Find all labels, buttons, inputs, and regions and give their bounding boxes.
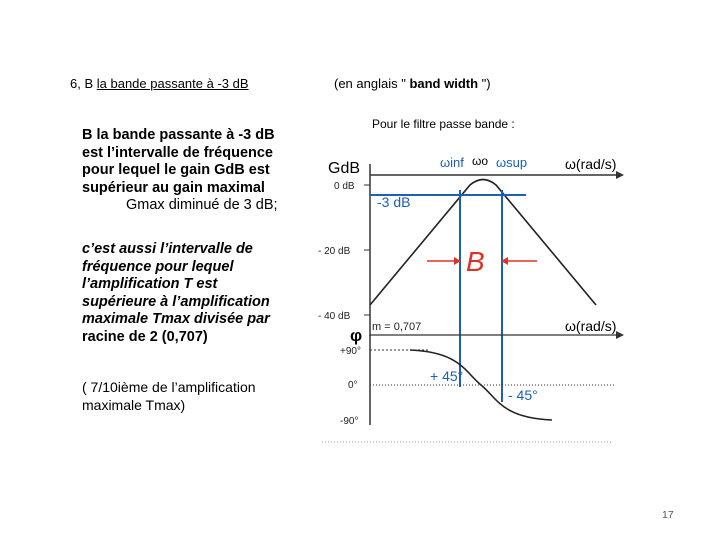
w-inf-label: ωinf — [440, 155, 464, 170]
w-0-label: ωo — [472, 154, 489, 168]
phase-tick-label: 0° — [348, 380, 358, 391]
alternative-paragraph — [82, 241, 312, 346]
alternative-line: c’est aussi l’intervalle de — [82, 241, 253, 257]
english-term: band width — [409, 76, 479, 91]
phase-minus45-label: - 45° — [508, 387, 538, 403]
gain-axis-label: GdB — [328, 160, 361, 177]
minus3db-label: -3 dB — [377, 194, 411, 210]
bode-diagram — [300, 140, 640, 450]
filter-label: Pour le filtre passe bande : — [372, 117, 515, 131]
alternative-line: l’amplification T est — [82, 276, 218, 292]
definition-indent-line: Gmax diminué de 3 dB; — [126, 197, 278, 213]
section-heading — [70, 76, 249, 91]
omega-axis-label: ω(rad/s) — [565, 156, 617, 172]
note-line: maximale Tmax) — [82, 397, 186, 413]
phase-curve — [410, 350, 552, 420]
english-translation-note — [334, 76, 491, 91]
definition-line: supérieur au gain maximal — [82, 179, 265, 196]
gain-axis-arrow-icon — [616, 171, 624, 179]
alternative-line: fréquence pour lequel — [82, 258, 234, 275]
w-sup-label: ωsup — [496, 155, 528, 170]
note-line: ( 7/10ième de l’amplification — [82, 379, 256, 395]
bandwidth-symbol: B — [466, 246, 485, 277]
definition-line: B la bande passante à -3 dB — [82, 127, 275, 143]
phase-tick-label: -90° — [340, 416, 359, 427]
alternative-line: maximale Tmax divisée par — [82, 311, 270, 327]
definition-line: est l’intervalle de fréquence — [82, 144, 273, 161]
english-prefix: (en anglais " — [334, 76, 410, 91]
phase-omega-label: ω(rad/s) — [565, 318, 617, 334]
gain-tick-label: - 20 dB — [318, 246, 351, 257]
alternative-line: supérieure à l’amplification — [82, 293, 270, 310]
phase-axis-arrow-icon — [616, 331, 624, 339]
definition-line: pour lequel le gain GdB est — [82, 162, 270, 178]
phase-plus45-label: + 45° — [430, 368, 464, 384]
gain-tick-label: - 40 dB — [318, 311, 351, 322]
alternative-last-line: racine de 2 (0,707) — [82, 328, 208, 345]
section-number: 6, B — [70, 76, 94, 91]
m-label: m = 0,707 — [372, 321, 422, 333]
note-paragraph — [82, 378, 312, 414]
definition-paragraph — [82, 127, 312, 215]
phase-tick-label: +90° — [340, 346, 361, 357]
english-suffix: ") — [478, 76, 491, 91]
phase-axis-label: φ — [350, 326, 363, 345]
gain-tick-label: 0 dB — [334, 181, 355, 192]
section-title: la bande passante à -3 dB — [96, 76, 249, 91]
page-number: 17 — [662, 509, 674, 521]
